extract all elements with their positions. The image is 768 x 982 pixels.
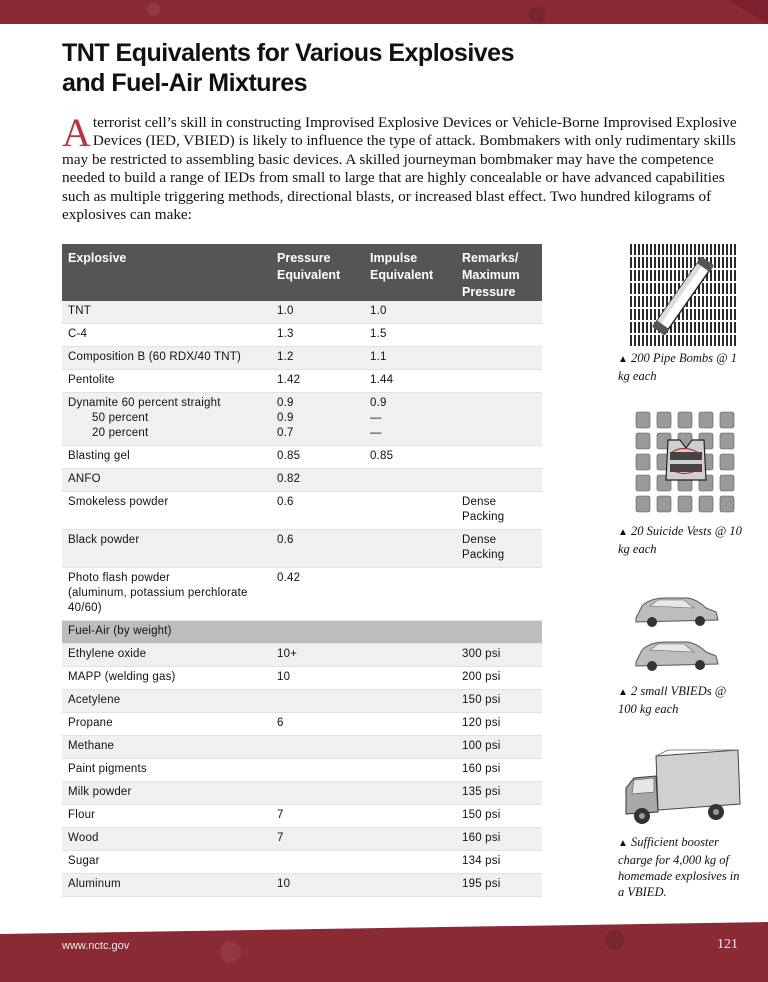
cell-impulse	[364, 492, 456, 530]
cell-explosive	[62, 530, 271, 568]
bottom-decorative-band	[0, 922, 768, 982]
tnt-equivalents-table	[62, 244, 542, 897]
cell-impulse	[364, 805, 456, 828]
cell-impulse	[364, 370, 456, 393]
cell-impulse	[364, 782, 456, 805]
page-number: 121	[717, 937, 738, 952]
cell-remarks: 135 psi	[456, 782, 542, 805]
cell-impulse	[364, 568, 456, 621]
cell-explosive	[62, 690, 271, 713]
cell-explosive	[62, 782, 271, 805]
cell-pressure-line: 1.2	[277, 351, 294, 363]
table-row	[62, 828, 542, 851]
cell-pressure	[271, 667, 364, 690]
triangle-icon: ▲	[618, 527, 628, 538]
header-explosive: Explosive	[62, 244, 271, 301]
cell-impulse	[364, 690, 456, 713]
table-row	[62, 759, 542, 782]
cell-impulse-line: 1.5	[370, 328, 387, 340]
cell-explosive-line: Sugar	[68, 855, 100, 867]
cell-impulse	[364, 469, 456, 492]
cell-explosive-line: ANFO	[68, 473, 101, 485]
caption-text: Sufficient booster charge for 4,000 kg of homemade explosives in a VBIED.	[618, 835, 740, 899]
title-line-1: TNT Equivalents for Various Explosives	[62, 39, 514, 67]
cell-pressure	[271, 690, 364, 713]
table-row	[62, 851, 542, 874]
header-pressure: Pressure Equivalent	[271, 244, 364, 301]
cell-remarks: 100 psi	[456, 736, 542, 759]
table-section-row	[62, 621, 542, 644]
cell-pressure	[271, 469, 364, 492]
cell-pressure-line: 7	[277, 809, 284, 821]
cell-remarks: 160 psi	[456, 759, 542, 782]
cell-explosive	[62, 301, 271, 324]
intro-paragraph	[62, 110, 740, 224]
truck-illustration	[620, 748, 744, 832]
cell-explosive-line: Acetylene	[68, 694, 121, 706]
cell-pressure-line: 0.42	[277, 572, 301, 584]
cell-explosive	[62, 370, 271, 393]
table-body	[62, 301, 542, 897]
triangle-icon: ▲	[618, 354, 628, 365]
cell-pressure-line: 0.85	[277, 450, 301, 462]
cell-pressure	[271, 492, 364, 530]
cell-explosive-line: Aluminum	[68, 878, 121, 890]
caption-suicide-vests	[618, 523, 748, 557]
cell-explosive-line: 50 percent	[92, 412, 149, 424]
cell-explosive-line: Pentolite	[68, 374, 115, 386]
intro-text: terrorist cell’s skill in constructing Improvised Explosive Devices or Vehicle-Borne Improvised Explosive Devices (IED, VBIED) is likely to influence the type of attack. Bombmakers with only rudimentary skills may be restricted to assembling basic devices. A skilled journeyman bombmaker may have the competence needed to build a range of IEDs from small to large that are highly concealable or have advanced capabilities such as multiple triggering methods, directional blasts, or increased blast effect. Two hundred kilograms of explosives can make:	[62, 114, 737, 224]
cell-explosive	[62, 492, 271, 530]
cell-pressure	[271, 782, 364, 805]
drop-cap: A	[62, 110, 91, 155]
truck-icon	[620, 748, 744, 832]
cell-impulse-line: 1.0	[370, 305, 387, 317]
cell-explosive-line: C-4	[68, 328, 88, 340]
cell-impulse	[364, 667, 456, 690]
cell-remarks: 150 psi	[456, 805, 542, 828]
cell-explosive-line: Ethylene oxide	[68, 648, 147, 660]
cell-pressure	[271, 759, 364, 782]
cell-pressure	[271, 301, 364, 324]
cell-explosive-line: Propane	[68, 717, 113, 729]
cell-pressure	[271, 713, 364, 736]
cell-pressure	[271, 347, 364, 370]
cell-remarks: Dense Packing	[456, 492, 542, 530]
suicide-vest-icon	[632, 410, 740, 518]
cell-impulse	[364, 759, 456, 782]
cell-impulse	[364, 324, 456, 347]
cell-explosive-line: Flour	[68, 809, 96, 821]
table-row	[62, 469, 542, 492]
cell-explosive	[62, 759, 271, 782]
cell-impulse	[364, 736, 456, 759]
table-row	[62, 530, 542, 568]
pipe-bomb-icon	[630, 244, 736, 348]
table-row	[62, 736, 542, 759]
table-row	[62, 805, 542, 828]
cell-pressure	[271, 644, 364, 667]
cell-remarks	[456, 469, 542, 492]
cell-explosive	[62, 393, 271, 446]
top-decorative-band	[0, 0, 768, 24]
cell-impulse-line: 0.9	[370, 397, 387, 409]
section-label: Fuel-Air (by weight)	[62, 621, 542, 644]
cell-remarks	[456, 301, 542, 324]
cell-pressure	[271, 370, 364, 393]
caption-pipe-bombs	[618, 350, 748, 384]
cell-pressure	[271, 874, 364, 897]
table-row	[62, 301, 542, 324]
cell-explosive	[62, 805, 271, 828]
cell-explosive-line: Milk powder	[68, 786, 132, 798]
cell-remarks: 150 psi	[456, 690, 542, 713]
cell-explosive	[62, 667, 271, 690]
cell-impulse	[364, 851, 456, 874]
cell-pressure-line: 6	[277, 717, 284, 729]
table-row	[62, 644, 542, 667]
cell-explosive-line: Composition B (60 RDX/40 TNT)	[68, 351, 242, 363]
cell-explosive	[62, 446, 271, 469]
cell-remarks	[456, 324, 542, 347]
cell-explosive-line: Dynamite 60 percent straight	[68, 397, 221, 409]
cell-pressure	[271, 530, 364, 568]
cell-pressure-line: 0.6	[277, 496, 294, 508]
cell-pressure-line: 0.7	[277, 427, 294, 439]
cell-remarks: Dense Packing	[456, 530, 542, 568]
table-row	[62, 370, 542, 393]
cell-pressure	[271, 446, 364, 469]
header-impulse: Impulse Equivalent	[364, 244, 456, 301]
cell-impulse	[364, 393, 456, 446]
cell-pressure-line: 1.3	[277, 328, 294, 340]
cell-impulse-line: 0.85	[370, 450, 394, 462]
cell-remarks	[456, 393, 542, 446]
cell-explosive	[62, 736, 271, 759]
table-row	[62, 568, 542, 621]
suicide-vest-illustration	[632, 410, 740, 518]
table-row	[62, 690, 542, 713]
cell-explosive-line: Blasting gel	[68, 450, 130, 462]
cell-explosive-line: Photo flash powder	[68, 572, 171, 584]
cell-remarks: 120 psi	[456, 713, 542, 736]
cell-pressure	[271, 393, 364, 446]
cell-explosive	[62, 828, 271, 851]
cell-remarks	[456, 370, 542, 393]
title-line-2: and Fuel-Air Mixtures	[62, 69, 308, 97]
cell-remarks: 195 psi	[456, 874, 542, 897]
table-row	[62, 874, 542, 897]
cell-pressure	[271, 851, 364, 874]
cell-remarks: 300 psi	[456, 644, 542, 667]
triangle-icon: ▲	[618, 687, 628, 698]
cell-impulse	[364, 713, 456, 736]
cell-impulse-line: —	[370, 412, 382, 424]
caption-text: 20 Suicide Vests @ 10 kg each	[618, 524, 742, 556]
cell-impulse-line: 1.44	[370, 374, 394, 386]
cell-explosive-line: Smokeless powder	[68, 496, 169, 508]
cell-pressure-line: 10+	[277, 648, 298, 660]
cell-pressure	[271, 736, 364, 759]
car-icon	[632, 590, 722, 680]
cell-remarks	[456, 568, 542, 621]
cell-explosive	[62, 644, 271, 667]
cell-explosive	[62, 469, 271, 492]
cell-pressure	[271, 568, 364, 621]
caption-text: 200 Pipe Bombs @ 1 kg each	[618, 351, 737, 383]
table-row	[62, 782, 542, 805]
cell-remarks: 200 psi	[456, 667, 542, 690]
cell-explosive	[62, 568, 271, 621]
cell-explosive-line: Wood	[68, 832, 99, 844]
cell-explosive	[62, 874, 271, 897]
cell-remarks	[456, 446, 542, 469]
cell-pressure-line: 1.42	[277, 374, 301, 386]
cell-impulse	[364, 530, 456, 568]
cell-impulse	[364, 644, 456, 667]
header-remarks: Remarks/ Maximum Pressure	[456, 244, 542, 301]
cell-explosive	[62, 851, 271, 874]
cell-pressure-line: 1.0	[277, 305, 294, 317]
table-row	[62, 667, 542, 690]
footer-url[interactable]: www.nctc.gov	[62, 940, 130, 952]
caption-vbieds	[618, 683, 748, 717]
cell-explosive-line: 20 percent	[92, 427, 149, 439]
page-title	[62, 38, 582, 98]
cell-pressure-line: 10	[277, 878, 291, 890]
cell-remarks: 160 psi	[456, 828, 542, 851]
cell-impulse	[364, 828, 456, 851]
cell-pressure	[271, 805, 364, 828]
cell-explosive-line: Black powder	[68, 534, 140, 546]
cell-explosive-line: TNT	[68, 305, 91, 317]
table-row	[62, 393, 542, 446]
cell-explosive	[62, 347, 271, 370]
cars-illustration	[632, 590, 722, 680]
caption-text: 2 small VBIEDs @ 100 kg each	[618, 684, 727, 716]
cell-impulse-line: —	[370, 427, 382, 439]
cell-pressure-line: 10	[277, 671, 291, 683]
cell-remarks: 134 psi	[456, 851, 542, 874]
table-row	[62, 492, 542, 530]
table-row	[62, 347, 542, 370]
cell-impulse	[364, 874, 456, 897]
cell-explosive-line: MAPP (welding gas)	[68, 671, 176, 683]
cell-impulse	[364, 301, 456, 324]
pipe-bomb-illustration	[630, 244, 736, 348]
cell-remarks	[456, 347, 542, 370]
cell-explosive	[62, 713, 271, 736]
table-row	[62, 324, 542, 347]
table-row	[62, 446, 542, 469]
cell-explosive-line: Methane	[68, 740, 115, 752]
cell-explosive-line: (aluminum, potassium perchlorate 40/60)	[68, 587, 248, 614]
cell-pressure	[271, 828, 364, 851]
table-header-row	[62, 244, 542, 301]
cell-pressure-line: 7	[277, 832, 284, 844]
caption-booster-charge	[618, 834, 748, 900]
cell-pressure-line: 0.82	[277, 473, 301, 485]
triangle-icon: ▲	[618, 838, 628, 849]
cell-pressure	[271, 324, 364, 347]
cell-pressure-line: 0.9	[277, 412, 294, 424]
cell-impulse-line: 1.1	[370, 351, 387, 363]
cell-pressure-line: 0.9	[277, 397, 294, 409]
cell-pressure-line: 0.6	[277, 534, 294, 546]
cell-explosive-line: Paint pigments	[68, 763, 147, 775]
cell-impulse	[364, 446, 456, 469]
cell-impulse	[364, 347, 456, 370]
table-row	[62, 713, 542, 736]
cell-explosive	[62, 324, 271, 347]
